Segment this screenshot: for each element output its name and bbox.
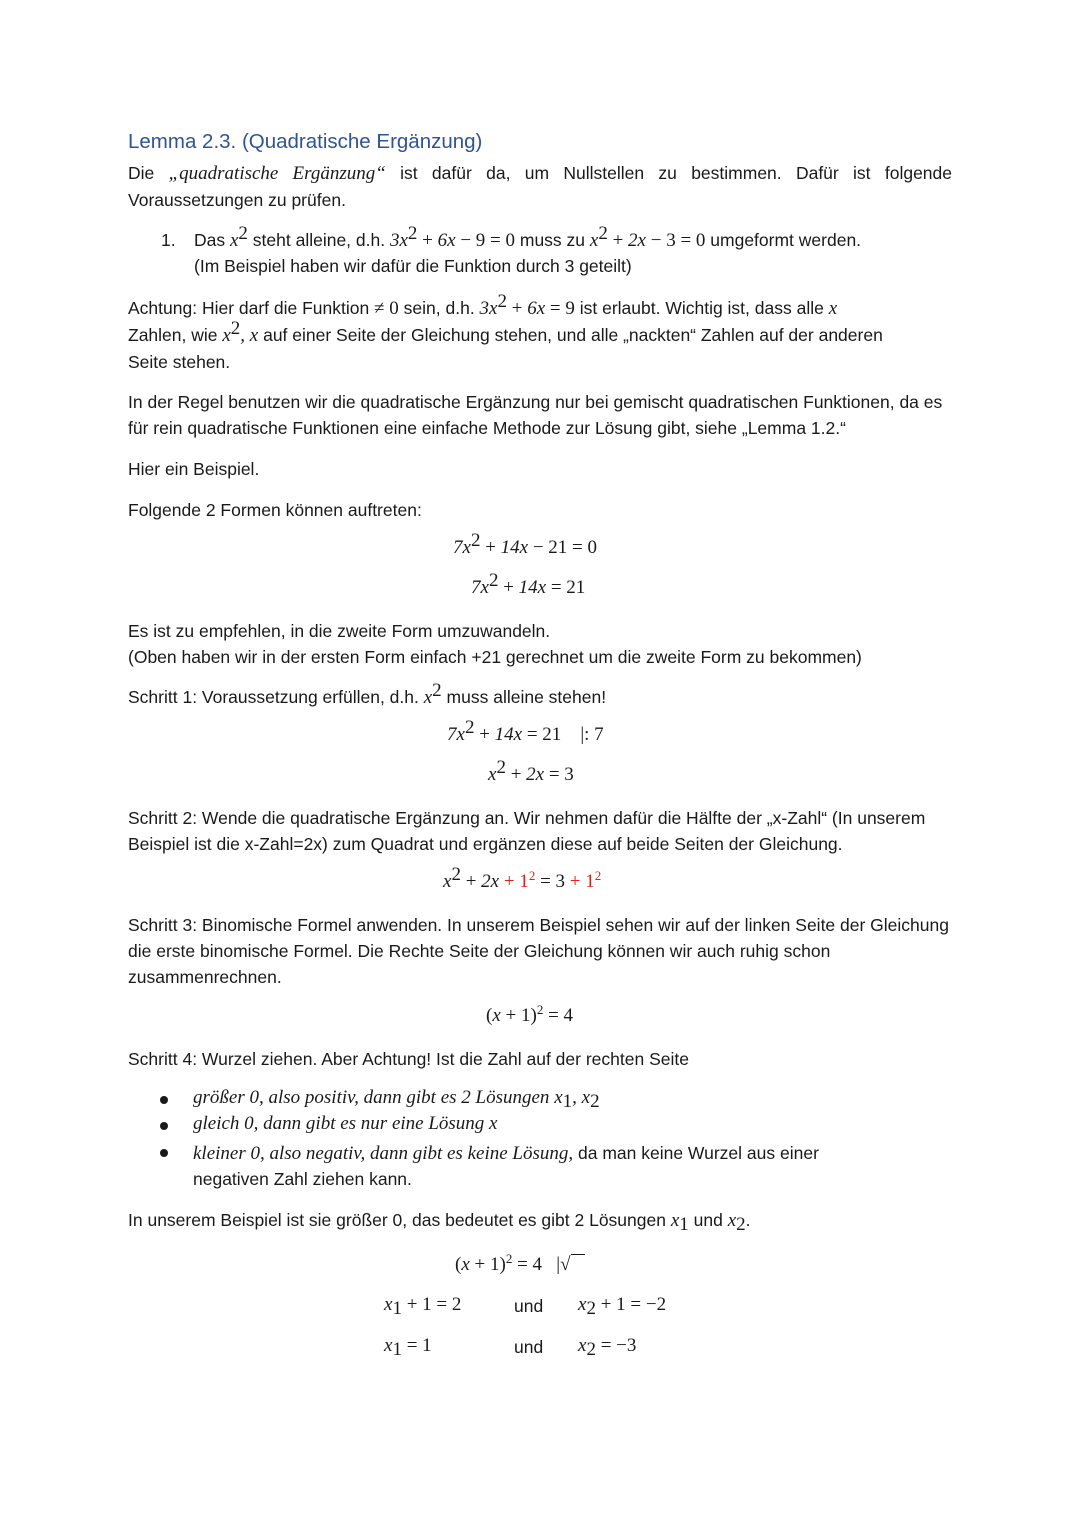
empfehlen-paragraph: Es ist zu empfehlen, in die zweite Form umzuwandeln. (Oben haben wir in der ersten Form einfach +21 gerechnet um die zweite Form zu bekommen) [128,621,862,667]
equation-step4: $(x + 1)^2 = 4$ |√ [455,1254,585,1276]
equation-form2: $7x^2 + 14x = 21$ [471,570,586,598]
formen-text: Folgende 2 Formen können auftreten: [128,500,422,520]
regel-paragraph: In der Regel benutzen wir die quadratische Ergänzung nur bei gemischt quadratischen Funktionen, da es für rein quadratische Funktionen eine einfache Methode zur Lösung gibt, siehe „Lemma 1.2.“ [128,392,943,438]
equation-x2-result: $x_2 = -3$ [578,1335,637,1360]
bullet-item-3-line2: negativen Zahl ziehen kann. [193,1169,412,1189]
equation-x1-result: $x_1 = 1$ [384,1335,432,1360]
list-number: 1. [161,230,176,250]
fazit-text: In unserem Beispiel ist sie größer 0, das bedeutet es gibt 2 Lösungen $x_1$ und $x_2$. [128,1210,751,1235]
bullet-dot [160,1122,168,1130]
equation-step3: $(x + 1)^2 = 4$ [486,1002,574,1026]
equation-x2-line1: $x_2 + 1 = -2$ [578,1294,667,1319]
lemma-title: Lemma 2.3. (Quadratische Ergänzung) [128,130,483,153]
und-label: und [514,1296,544,1316]
und-label: und [514,1337,544,1357]
bullet-dot [160,1096,168,1104]
achtung-paragraph: Achtung: Hier darf die Funktion ≠ 0 sein, d.h. $3x^2 + 6x = 9$ ist erlaubt. Wichtig ist, dass alle x Zahlen, wie $x^2$, x auf einer Seite der Gleichung stehen, und alle „nackten“ Zahlen auf der anderen Seite stehen. [128,291,883,372]
schritt4-text: Schritt 4: Wurzel ziehen. Aber Achtung! Ist die Zahl auf der rechten Seite [128,1049,689,1069]
list-item-line1: Das $x^2$ steht alleine, d.h. $3x^2 + 6x - 9 = 0$ muss zu $x^2 + 2x - 3 = 0$ umgeformt werden. [194,223,862,251]
beispiel-text: Hier ein Beispiel. [128,459,260,479]
schritt3-paragraph: Schritt 3: Binomische Formel anwenden. In unserem Beispiel sehen wir auf der linken Seite der Gleichung die erste binomische Formel. Die Rechte Seite der Gleichung können wir auch ruhig schon zusammenrechnen. [128,915,949,987]
equation-step1a: $7x^2 + 14x = 21$ |: 7 [447,717,604,745]
bullet-dot [160,1149,168,1157]
equation-x1-line1: $x_1 + 1 = 2$ [384,1294,462,1319]
equation-step2: $x^2 + 2x + 1^2 = 3 + 1^2$ [443,864,602,892]
list-item-line2: (Im Beispiel haben wir dafür die Funktion durch 3 geteilt) [194,256,632,276]
sqrt-icon: |√ [556,1254,584,1275]
bullet-item-1: größer 0, also positiv, dann gibt es 2 Lösungen $x_1$, $x_2$ [193,1087,600,1112]
equation-step1b: $x^2 + 2x = 3$ [488,757,574,785]
schritt2-paragraph: Schritt 2: Wende die quadratische Ergänzung an. Wir nehmen dafür die Hälfte der „x-Zahl“ (In unserem Beispiel ist die x-Zahl=2x) zum Quadrat und ergänzen diese auf beide Seiten der Gleichung. [128,808,926,854]
term-quadratische-ergaenzung: „quadratische Ergänzung“ [168,163,386,184]
schritt1-text: Schritt 1: Voraussetzung erfüllen, d.h. $x^2$ muss alleine stehen! [128,680,607,708]
equation-form1: $7x^2 + 14x - 21 = 0$ [453,530,598,558]
bullet-item-3: kleiner 0, also negativ, dann gibt es keine Lösung, da man keine Wurzel aus einer [193,1143,819,1164]
bullet-item-2: gleich 0, dann gibt es nur eine Lösung x [193,1113,498,1134]
intro-paragraph: Die „quadratische Ergänzung“ ist dafür da, um Nullstellen zu bestimmen. Dafür ist folgende Voraussetzungen zu prüfen. [128,163,953,210]
